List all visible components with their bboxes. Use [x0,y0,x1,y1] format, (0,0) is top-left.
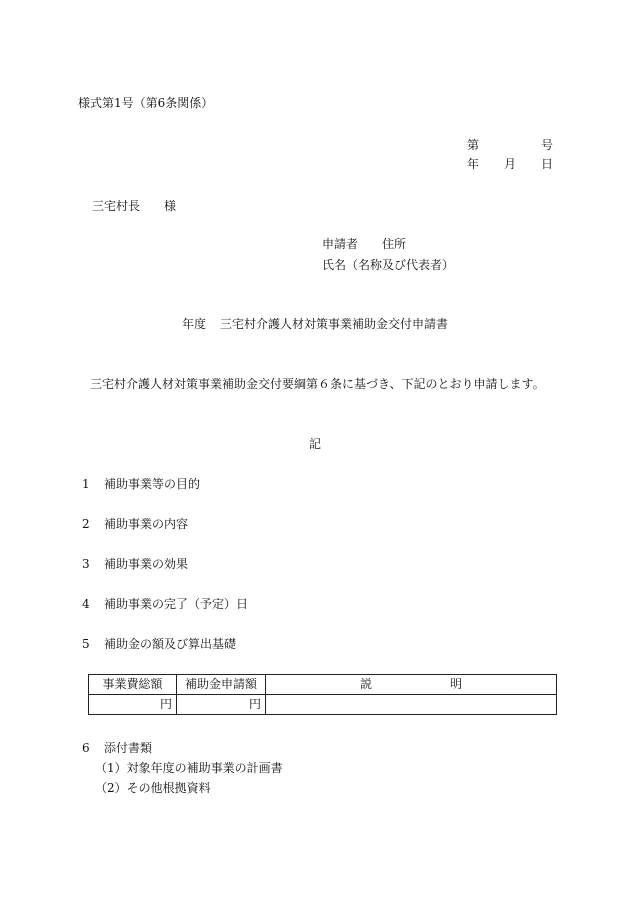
addressee [92,199,176,213]
table-header-row [89,675,557,695]
body-text: 三宅村介護人材対策事業補助金交付要綱第６条に基づき、下記のとおり申請します。 [90,377,545,391]
doc-number-suffix: 号 [541,138,554,152]
list-item [82,741,152,755]
doc-number-label: 第 [467,138,480,152]
list-item [82,637,236,651]
item-text: 補助事業の効果 [104,557,189,571]
attachment-item: （2）その他根拠資料 [95,781,211,795]
item-text: 補助事業等の目的 [104,477,201,491]
title-year-label: 年度 [181,317,206,331]
date-day-label: 日 [541,157,554,171]
ki-heading: 記 [308,437,321,451]
applicant-row [322,237,406,251]
item-number: 2 [82,517,90,531]
list-item [82,597,248,611]
document-title [0,317,630,331]
list-item [82,557,188,571]
cell-total-cost-unit: 円 [89,695,177,715]
item-number: 3 [82,557,90,571]
cell-description [266,695,557,715]
item-text: 添付書類 [104,741,153,755]
item-text: 補助事業の完了（予定）日 [104,597,249,611]
applicant-address-label: 住所 [382,237,407,251]
header-description-char-2: 明 [450,677,463,691]
list-item [82,477,200,491]
item-text: 補助事業の内容 [104,517,189,531]
header-total-cost: 事業費総額 [89,675,177,695]
attachment-item: （1）対象年度の補助事業の計画書 [95,761,283,775]
table-row [89,695,557,715]
list-item [82,517,188,531]
addressee-name: 三宅村長 [92,199,141,213]
expense-table [88,674,557,715]
header-grant-amount: 補助金申請額 [177,675,266,695]
item-number: 1 [82,477,90,491]
item-text: 補助金の額及び算出基礎 [104,637,237,651]
cell-grant-amount-unit: 円 [177,695,266,715]
header-description [266,675,557,695]
applicant-label: 申請者 [322,237,359,251]
addressee-honorific: 様 [164,199,177,213]
date-year-label: 年 [467,157,480,171]
item-number: 5 [82,637,90,651]
date-month-label: 月 [504,157,517,171]
item-number: 4 [82,597,90,611]
applicant-name-label: 氏名（名称及び代表者） [322,258,455,272]
header-description-char-1: 説 [359,677,372,691]
title-text: 三宅村介護人材対策事業補助金交付申請書 [220,317,449,331]
item-number: 6 [82,741,90,755]
form-number: 様式第1号（第6条関係） [78,96,214,110]
